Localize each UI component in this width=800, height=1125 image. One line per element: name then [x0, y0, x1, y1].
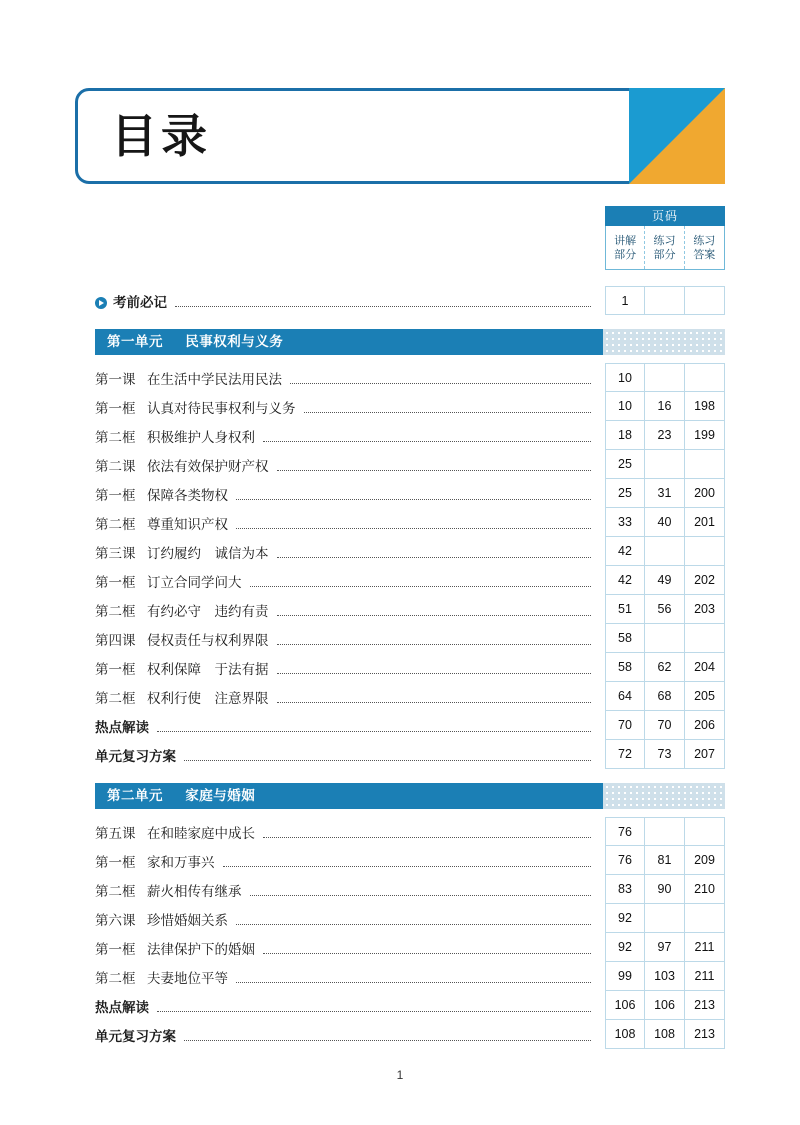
page-explanation: 58 — [605, 624, 645, 653]
page-exercise — [645, 363, 685, 392]
toc-entry-pages — [605, 286, 725, 315]
entry-prefix: 第二框 — [95, 603, 136, 619]
page-answers: 202 — [685, 566, 725, 595]
page-explanation: 99 — [605, 962, 645, 991]
toc-row[interactable] — [95, 740, 725, 769]
page-explanation: 18 — [605, 421, 645, 450]
page-answers: 205 — [685, 682, 725, 711]
toc-row[interactable] — [95, 508, 725, 537]
entry-prefix: 第四课 — [95, 632, 136, 648]
entry-prefix: 第二框 — [95, 883, 136, 899]
toc-entry-label — [95, 716, 605, 736]
toc-entry-pages — [605, 904, 725, 933]
page-explanation: 83 — [605, 875, 645, 904]
column-header-exercise-line2: 部分 — [653, 248, 676, 261]
page-exercise — [645, 286, 685, 315]
play-triangle-icon — [95, 297, 107, 309]
toc-entry-label — [95, 909, 605, 929]
toc-entry-pages — [605, 479, 725, 508]
entry-title: 尊重知识产权 — [147, 516, 228, 532]
page-answers — [685, 904, 725, 933]
page-exercise: 16 — [645, 392, 685, 421]
entry-title: 热点解读 — [95, 999, 149, 1015]
unit-2-name: 家庭与婚姻 — [185, 788, 256, 803]
leader-dots — [250, 894, 592, 896]
toc-row[interactable] — [95, 875, 725, 904]
unit-1-name: 民事权利与义务 — [185, 334, 284, 349]
page-exercise — [645, 450, 685, 479]
entry-title: 认真对待民事权利与义务 — [147, 400, 296, 416]
toc-entry-label — [95, 745, 605, 765]
toc-entry-label — [95, 880, 605, 900]
column-header-exercise-line1: 练习 — [653, 234, 676, 247]
page-answers: 209 — [685, 846, 725, 875]
toc-entry-label — [95, 629, 605, 649]
page-exercise: 108 — [645, 1020, 685, 1049]
toc-row[interactable] — [95, 566, 725, 595]
unit-1-number: 第一单元 — [107, 334, 163, 349]
page-explanation: 25 — [605, 479, 645, 508]
entry-title: 热点解读 — [95, 719, 149, 735]
page-exercise: 90 — [645, 875, 685, 904]
toc-row[interactable] — [95, 904, 725, 933]
page-answers: 210 — [685, 875, 725, 904]
toc-entry-label — [95, 996, 605, 1016]
page-explanation: 51 — [605, 595, 645, 624]
toc-row[interactable] — [95, 479, 725, 508]
toc-entry-pages — [605, 595, 725, 624]
toc-entry-pages — [605, 363, 725, 392]
page-explanation: 1 — [605, 286, 645, 315]
leader-dots — [263, 952, 591, 954]
leader-dots — [223, 865, 592, 867]
leader-dots — [236, 981, 591, 983]
entry-prefix: 第一框 — [95, 854, 136, 870]
toc-entry-label — [95, 822, 605, 842]
page-explanation: 70 — [605, 711, 645, 740]
entry-title: 侵权责任与权利界限 — [147, 632, 269, 648]
column-header-explanation — [606, 226, 645, 269]
unit-banner-2-bar — [95, 783, 603, 809]
page-explanation: 10 — [605, 363, 645, 392]
toc-entry-pages — [605, 450, 725, 479]
leader-dots — [277, 643, 592, 645]
leader-dots — [263, 836, 591, 838]
corner-decoration — [629, 88, 725, 184]
page-answers — [685, 817, 725, 846]
entry-prefix: 第一框 — [95, 487, 136, 503]
leader-dots — [236, 923, 591, 925]
entry-title: 订立合同学问大 — [147, 574, 242, 590]
column-header-explanation-line1: 讲解 — [614, 234, 637, 247]
toc-entry-label — [95, 291, 605, 311]
page-exercise: 81 — [645, 846, 685, 875]
toc-row[interactable] — [95, 450, 725, 479]
page-explanation: 92 — [605, 904, 645, 933]
toc-row[interactable] — [95, 962, 725, 991]
column-header-answers-line1: 练习 — [693, 234, 716, 247]
entry-prefix: 第二课 — [95, 458, 136, 474]
page-exercise: 70 — [645, 711, 685, 740]
page-exercise: 97 — [645, 933, 685, 962]
page-exercise: 73 — [645, 740, 685, 769]
entry-title: 权利保障 于法有据 — [147, 661, 269, 677]
page-answers — [685, 363, 725, 392]
page-exercise: 106 — [645, 991, 685, 1020]
page-answers: 206 — [685, 711, 725, 740]
toc-entry-label — [95, 658, 605, 678]
columns-group-title: 页码 — [605, 206, 725, 226]
unit-banner-2-dotted-fill — [603, 783, 725, 809]
toc-entry-label — [95, 851, 605, 871]
toc-row[interactable] — [95, 537, 725, 566]
toc-row[interactable] — [95, 682, 725, 711]
toc-entry-label — [95, 600, 605, 620]
page-answers: 213 — [685, 991, 725, 1020]
entry-title: 依法有效保护财产权 — [147, 458, 269, 474]
column-header-explanation-line2: 部分 — [614, 248, 637, 261]
page-answers: 213 — [685, 1020, 725, 1049]
page-explanation: 42 — [605, 537, 645, 566]
footer-page-number: 1 — [396, 1068, 404, 1082]
preface-label: 考前必记 — [113, 294, 167, 310]
leader-dots — [277, 469, 592, 471]
entry-prefix: 第一课 — [95, 371, 136, 387]
toc-entry-label — [95, 368, 605, 388]
toc-entry-label — [95, 484, 605, 504]
toc-entry-pages — [605, 875, 725, 904]
page-exercise: 23 — [645, 421, 685, 450]
column-header-answers-line2: 答案 — [693, 248, 716, 261]
page-exercise: 103 — [645, 962, 685, 991]
leader-dots — [277, 556, 592, 558]
unit-2-number: 第二单元 — [107, 788, 163, 803]
entry-title: 法律保护下的婚姻 — [147, 941, 255, 957]
entry-title: 单元复习方案 — [95, 1028, 176, 1044]
page-explanation: 58 — [605, 653, 645, 682]
entry-title: 在和睦家庭中成长 — [147, 825, 255, 841]
unit-banner-1 — [95, 329, 725, 355]
entry-prefix: 第一框 — [95, 400, 136, 416]
toc-body — [95, 286, 725, 1049]
entry-prefix: 第三课 — [95, 545, 136, 561]
leader-dots — [184, 759, 591, 761]
page-answers: 203 — [685, 595, 725, 624]
entry-prefix: 第一框 — [95, 574, 136, 590]
leader-dots — [277, 701, 592, 703]
columns-cells — [605, 226, 725, 270]
toc-entry-label — [95, 938, 605, 958]
toc-entry-pages — [605, 537, 725, 566]
toc-entry-pages — [605, 392, 725, 421]
leader-dots — [277, 672, 592, 674]
toc-entry-preface[interactable] — [95, 286, 725, 315]
entry-title: 单元复习方案 — [95, 748, 176, 764]
page-answers — [685, 537, 725, 566]
toc-entry-label — [95, 687, 605, 707]
toc-row[interactable] — [95, 392, 725, 421]
entry-title: 在生活中学民法用民法 — [147, 371, 282, 387]
page-exercise: 56 — [645, 595, 685, 624]
page-exercise: 49 — [645, 566, 685, 595]
toc-entry-label — [95, 967, 605, 987]
entry-title: 权利行使 注意界限 — [147, 690, 269, 706]
entry-prefix: 第二框 — [95, 970, 136, 986]
page-exercise: 62 — [645, 653, 685, 682]
leader-dots — [157, 730, 591, 732]
leader-dots — [290, 382, 591, 384]
toc-row[interactable] — [95, 595, 725, 624]
leader-dots — [250, 585, 592, 587]
toc-entry-label — [95, 513, 605, 533]
page-explanation: 92 — [605, 933, 645, 962]
leader-dots — [277, 614, 592, 616]
entry-title: 薪火相传有继承 — [147, 883, 242, 899]
leader-dots — [263, 440, 591, 442]
page-explanation: 76 — [605, 817, 645, 846]
page-header — [75, 88, 725, 184]
entry-title: 保障各类物权 — [147, 487, 228, 503]
entry-title: 珍惜婚姻关系 — [147, 912, 228, 928]
toc-row[interactable] — [95, 711, 725, 740]
page-answers: 201 — [685, 508, 725, 537]
toc-entry-label — [95, 397, 605, 417]
page-title: 目录 — [111, 110, 211, 162]
unit-banner-2 — [95, 783, 725, 809]
page-explanation: 72 — [605, 740, 645, 769]
toc-entry-pages — [605, 421, 725, 450]
toc-entry-pages — [605, 991, 725, 1020]
page-answers: 199 — [685, 421, 725, 450]
page-exercise — [645, 904, 685, 933]
page-answers: 204 — [685, 653, 725, 682]
page-explanation: 64 — [605, 682, 645, 711]
page-explanation: 25 — [605, 450, 645, 479]
entry-prefix: 第一框 — [95, 661, 136, 677]
leader-dots — [175, 305, 591, 307]
toc-entry-pages — [605, 817, 725, 846]
page-answers — [685, 450, 725, 479]
page-explanation: 42 — [605, 566, 645, 595]
toc-entry-pages — [605, 508, 725, 537]
page-answers — [685, 286, 725, 315]
toc-entry-pages — [605, 933, 725, 962]
page-answers: 198 — [685, 392, 725, 421]
leader-dots — [157, 1010, 591, 1012]
entry-prefix: 第五课 — [95, 825, 136, 841]
toc-entry-label — [95, 426, 605, 446]
toc-entry-label — [95, 1025, 605, 1045]
entry-title: 夫妻地位平等 — [147, 970, 228, 986]
toc-row[interactable] — [95, 991, 725, 1020]
leader-dots — [304, 411, 592, 413]
page-exercise — [645, 537, 685, 566]
entry-prefix: 第二框 — [95, 516, 136, 532]
page-answers: 211 — [685, 933, 725, 962]
entry-prefix: 第六课 — [95, 912, 136, 928]
page-exercise — [645, 624, 685, 653]
column-header-exercise — [645, 226, 684, 269]
page-explanation: 106 — [605, 991, 645, 1020]
toc-entry-pages — [605, 653, 725, 682]
toc-entry-pages — [605, 711, 725, 740]
toc-entry-pages — [605, 682, 725, 711]
page-exercise: 31 — [645, 479, 685, 508]
toc-entry-pages — [605, 846, 725, 875]
page-explanation: 108 — [605, 1020, 645, 1049]
page-exercise: 40 — [645, 508, 685, 537]
entry-prefix: 第二框 — [95, 690, 136, 706]
toc-entry-label — [95, 455, 605, 475]
toc-row[interactable] — [95, 817, 725, 846]
entry-title: 有约必守 违约有责 — [147, 603, 269, 619]
toc-entry-pages — [605, 740, 725, 769]
toc-row[interactable] — [95, 653, 725, 682]
entry-title: 订约履约 诚信为本 — [147, 545, 269, 561]
leader-dots — [236, 498, 591, 500]
entry-prefix: 第二框 — [95, 429, 136, 445]
toc-row[interactable] — [95, 846, 725, 875]
toc-entry-pages — [605, 566, 725, 595]
page-explanation: 33 — [605, 508, 645, 537]
page-number-column-header — [605, 206, 725, 270]
corner-orange-shape — [629, 88, 725, 184]
page-answers: 200 — [685, 479, 725, 508]
entry-title: 积极维护人身权利 — [147, 429, 255, 445]
page-exercise: 68 — [645, 682, 685, 711]
unit-banner-1-bar — [95, 329, 603, 355]
toc-entry-pages — [605, 624, 725, 653]
toc-entry-pages — [605, 1020, 725, 1049]
toc-entry-label — [95, 571, 605, 591]
column-header-answers — [685, 226, 724, 269]
entry-title: 家和万事兴 — [147, 854, 215, 870]
toc-row[interactable] — [95, 363, 725, 392]
page-answers: 207 — [685, 740, 725, 769]
page-explanation: 76 — [605, 846, 645, 875]
leader-dots — [184, 1039, 591, 1041]
toc-row[interactable] — [95, 1020, 725, 1049]
page-exercise — [645, 817, 685, 846]
unit-banner-1-dotted-fill — [603, 329, 725, 355]
toc-row[interactable] — [95, 624, 725, 653]
entry-prefix: 第一框 — [95, 941, 136, 957]
toc-row[interactable] — [95, 421, 725, 450]
page-answers — [685, 624, 725, 653]
page-answers: 211 — [685, 962, 725, 991]
toc-entry-pages — [605, 962, 725, 991]
leader-dots — [236, 527, 591, 529]
toc-entry-label — [95, 542, 605, 562]
toc-row[interactable] — [95, 933, 725, 962]
page-explanation: 10 — [605, 392, 645, 421]
